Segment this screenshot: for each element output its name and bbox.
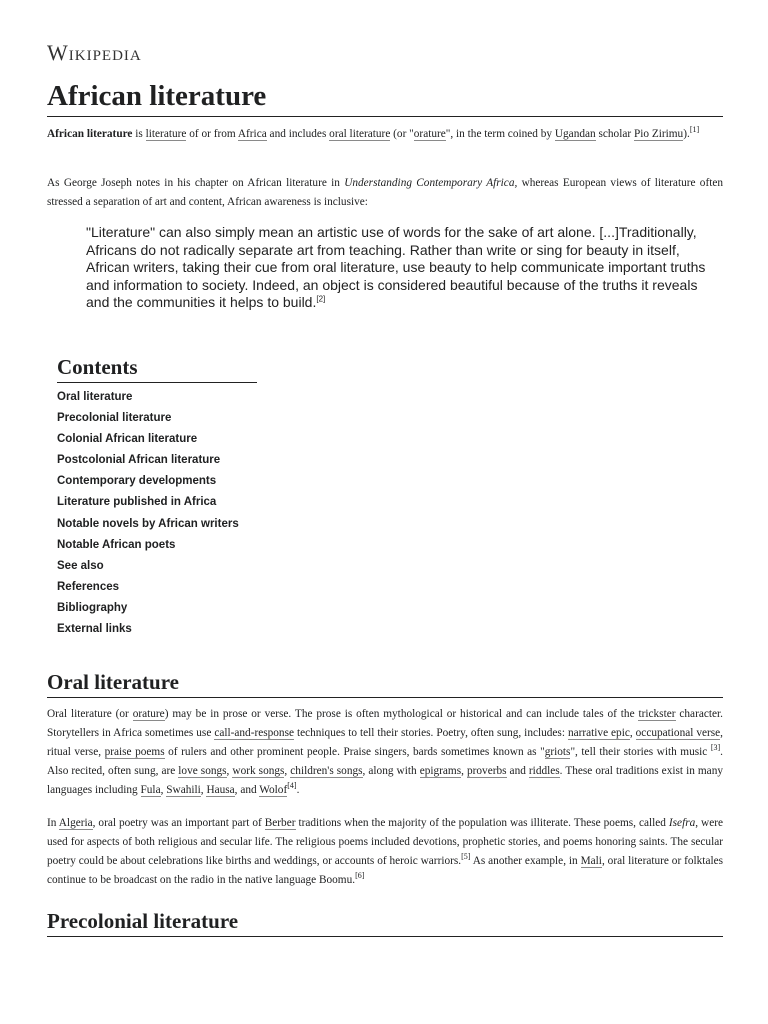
text: , — [629, 727, 636, 739]
blockquote — [86, 224, 716, 312]
toc-heading: Contents — [57, 353, 257, 383]
text: . — [296, 784, 300, 796]
toc-item-oral-literature[interactable]: Oral literature — [57, 391, 133, 403]
text: , — [461, 765, 467, 777]
link-orature[interactable]: orature — [413, 128, 446, 140]
text: traditions when the majority of the population was illiterate. These poems, called — [295, 817, 669, 829]
text: As another example, in — [470, 855, 581, 867]
link-fula[interactable]: Fula — [140, 784, 161, 796]
text: In — [47, 817, 59, 829]
text: of or from — [186, 128, 238, 140]
link-work-songs[interactable]: work songs — [232, 765, 285, 777]
quote-text: "Literature" can also simply mean an artistic use of words for the sake of art alone. [...]Traditionally, Africans do not radically separate art from teaching. Rather than write or sing for beauty in itself, African writers, taking their cue from oral literature, use beauty to help communicate important truths and information to society. Indeed, an object is considered beautiful because of the truths it reveals and the communities it helps to build. — [86, 224, 706, 310]
toc-item-literature-published-in-africa[interactable]: Literature published in Africa — [57, 496, 217, 509]
toc-item-precolonial-literature[interactable]: Precolonial literature — [57, 412, 172, 425]
text: . These oral traditions exist in many languages including — [47, 765, 723, 796]
text: scholar — [595, 128, 634, 140]
text: is — [132, 128, 146, 140]
link-africa[interactable]: Africa — [237, 128, 267, 140]
wikipedia-wordmark: Wikipedia — [47, 40, 142, 65]
link-pio-zirimu[interactable]: Pio Zirimu — [633, 128, 684, 140]
ref-5[interactable]: [5] — [461, 852, 471, 862]
table-of-contents — [57, 387, 239, 640]
text: As George Joseph notes in his chapter on African literature in — [47, 177, 345, 189]
toc-item-notable-novels[interactable]: Notable novels by African writers — [57, 517, 239, 530]
link-occupational-verse[interactable]: occupational verse — [635, 727, 721, 739]
link-literature[interactable]: literature — [145, 128, 187, 140]
text: ", tell their stories with music — [570, 746, 711, 758]
page-title: African literature — [47, 78, 723, 117]
toc-item-notable-poets[interactable]: Notable African poets — [57, 538, 176, 551]
section-heading-precolonial-literature: Precolonial literature — [47, 907, 723, 937]
link-oral-literature[interactable]: oral literature — [329, 128, 391, 140]
text: Oral literature (or — [47, 708, 133, 720]
text: , — [160, 784, 167, 796]
text: . Also recited, often sung, are — [47, 746, 723, 777]
link-algeria[interactable]: Algeria — [58, 817, 93, 829]
text: , — [226, 765, 233, 777]
toc-item-contemporary-developments[interactable]: Contemporary developments — [57, 475, 217, 488]
ref-6[interactable]: [6] — [355, 871, 365, 881]
text: (or " — [390, 128, 414, 140]
toc-item-references[interactable]: References — [57, 580, 120, 593]
text: , and — [234, 784, 260, 796]
intro-paragraph — [47, 125, 723, 144]
text: and — [506, 765, 529, 777]
text: , along with — [362, 765, 420, 777]
book-title: Understanding Contemporary Africa, — [344, 177, 518, 189]
link-orature[interactable]: orature — [132, 708, 165, 720]
text: ", in the term coined by — [445, 128, 555, 140]
text: of rulers and other prominent people. Praise singers, bards sometimes known as " — [164, 746, 545, 758]
text: whereas European views of literature often stressed a separation of art and content, African awareness is inclusive: — [47, 177, 724, 208]
ref-4[interactable]: [4] — [287, 781, 297, 791]
section-heading-oral-literature: Oral literature — [47, 668, 723, 698]
text: , oral literature or folktales continue to be broadcast on the radio in the native language Boomu. — [47, 855, 724, 886]
text: techniques to tell their stories. Poetry, often sung, includes: — [293, 727, 568, 739]
link-call-and-response[interactable]: call-and-response — [214, 727, 294, 739]
text: , — [284, 765, 291, 777]
link-love-songs[interactable]: love songs — [178, 765, 227, 777]
link-ugandan[interactable]: Ugandan — [554, 128, 596, 140]
isefra-term: Isefra — [668, 817, 696, 829]
link-childrens-songs[interactable]: children's songs — [290, 765, 363, 777]
oral-literature-paragraph-2 — [47, 814, 723, 890]
link-praise-poems[interactable]: praise poems — [104, 746, 165, 758]
link-hausa[interactable]: Hausa — [206, 784, 235, 796]
toc-item-see-also[interactable]: See also — [57, 559, 104, 572]
link-narrative-epic[interactable]: narrative epic — [567, 727, 630, 739]
link-mali[interactable]: Mali — [580, 855, 602, 867]
text: , were used for aspects of both religious and secular life. The religious poems included devotions, prophetic stories, and poems honoring saints. The secular poetry could be about celebrations like births and weddings, or accounts of heroic warriors. — [47, 817, 723, 867]
link-riddles[interactable]: riddles — [528, 765, 560, 777]
text: ) may be in prose or verse. The prose is often mythological or historical and can include tales of the — [164, 708, 639, 720]
intro-bold-term: African literature — [47, 128, 133, 140]
text: , — [200, 784, 207, 796]
link-berber[interactable]: Berber — [264, 817, 296, 829]
link-wolof[interactable]: Wolof — [259, 784, 288, 796]
link-proverbs[interactable]: proverbs — [466, 765, 507, 777]
text: and includes — [266, 128, 330, 140]
toc-item-colonial-african-literature[interactable]: Colonial African literature — [57, 433, 198, 446]
text: ). — [683, 128, 690, 140]
link-griots[interactable]: griots — [544, 746, 571, 758]
toc-item-bibliography[interactable]: Bibliography — [57, 601, 128, 614]
link-epigrams[interactable]: epigrams — [419, 765, 462, 777]
ref-1[interactable]: [1] — [689, 125, 700, 135]
link-trickster[interactable]: trickster — [638, 708, 676, 720]
text: , ritual verse, — [47, 727, 723, 758]
text: character. Storytellers in Africa sometimes use — [47, 708, 723, 739]
text: , oral poetry was an important part of — [92, 817, 265, 829]
ref-3[interactable]: [3] — [710, 743, 721, 753]
link-swahili[interactable]: Swahili — [166, 784, 201, 796]
ref-2[interactable]: [2] — [316, 294, 326, 304]
toc-item-external-links[interactable]: External links — [57, 623, 132, 636]
toc-item-postcolonial-african-literature[interactable]: Postcolonial African literature — [57, 454, 221, 467]
paragraph-george-joseph — [47, 174, 723, 212]
oral-literature-paragraph-1 — [47, 705, 723, 800]
